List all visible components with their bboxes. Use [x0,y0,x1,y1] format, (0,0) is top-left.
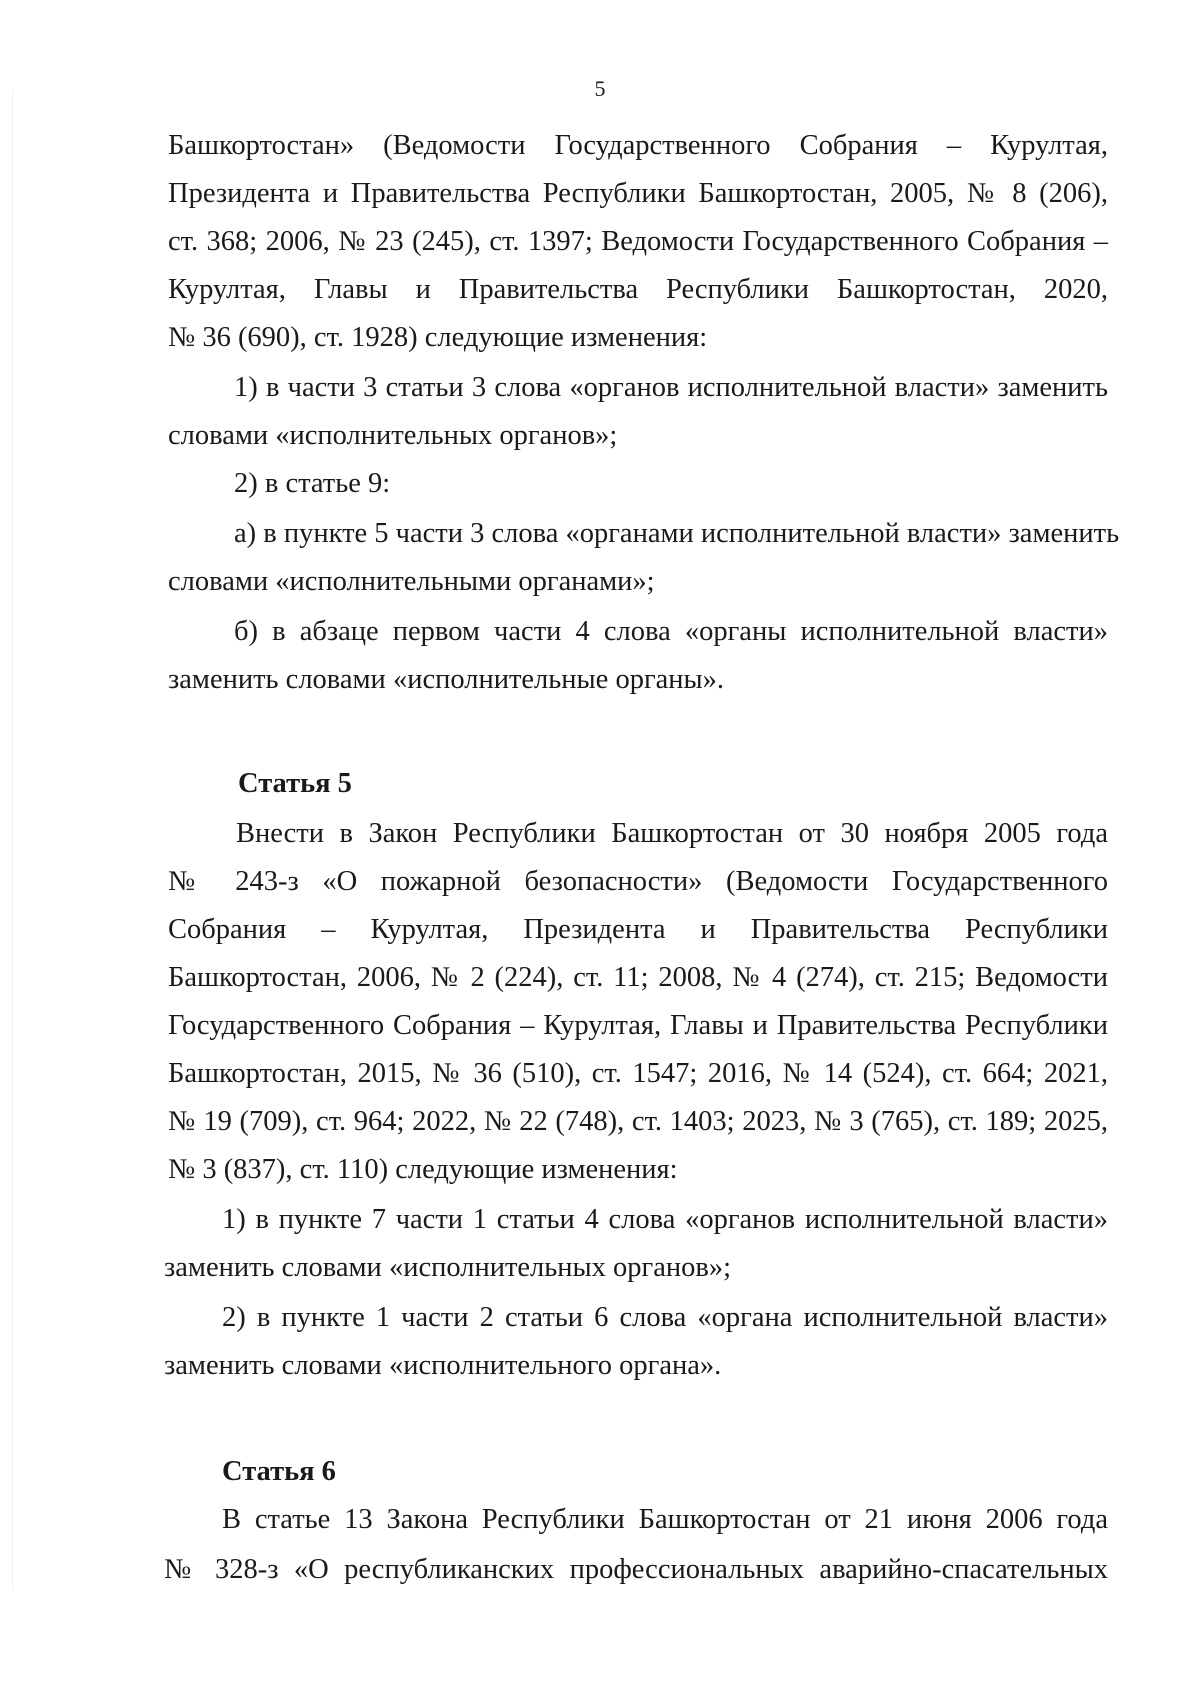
text-line: 2) в пункте 1 части 2 статьи 6 слова «органа исполнительной власти» [222,1302,1108,1333]
text-line: Президента и Правительства Республики Башкортостан, 2005, № 8 (206), [168,178,1108,209]
text-line: Государственного Собрания – Курултая, Главы и Правительства Республики [168,1010,1108,1041]
text-line: заменить словами «исполнительного органа». [164,1350,722,1381]
text-line: заменить словами «исполнительные органы». [168,664,725,695]
page-number: 5 [594,76,606,101]
text-line: 1) в пункте 7 части 1 статьи 4 слова «органов исполнительной власти» [222,1204,1108,1235]
text-line: № 36 (690), ст. 1928) следующие изменения: [168,322,708,353]
text-line: заменить словами «исполнительных органов»; [164,1252,732,1283]
text-line: В статье 13 Закона Республики Башкортостан от 21 июня 2006 года [222,1504,1108,1535]
text-line: словами «исполнительными органами»; [168,566,655,597]
text-line: № 243-з «О пожарной безопасности» (Ведомости Государственного [168,866,1108,897]
text-line: словами «исполнительных органов»; [168,420,618,451]
text-line: Башкортостан, 2015, № 36 (510), ст. 1547; 2016, № 14 (524), ст. 664; 2021, [168,1058,1108,1089]
text-line: № 19 (709), ст. 964; 2022, № 22 (748), ст. 1403; 2023, № 3 (765), ст. 189; 2025, [168,1106,1108,1137]
text-line: Внести в Закон Республики Башкортостан от 30 ноября 2005 года [236,818,1108,849]
text-line: 2) в статье 9: [234,468,391,499]
text-line: № 3 (837), ст. 110) следующие изменения: [168,1154,678,1185]
text-line: б) в абзаце первом части 4 слова «органы исполнительной власти» [234,616,1108,647]
text-line: ст. 368; 2006, № 23 (245), ст. 1397; Ведомости Государственного Собрания – [168,226,1108,257]
text-line: Башкортостан, 2006, № 2 (224), ст. 11; 2008, № 4 (274), ст. 215; Ведомости [168,962,1108,993]
text-line: 1) в части 3 статьи 3 слова «органов исполнительной власти» заменить [234,372,1108,403]
text-line: Собрания – Курултая, Президента и Правительства Республики [168,914,1108,945]
article-6-heading: Статья 6 [222,1456,336,1487]
scan-edge-shadow [12,90,13,1590]
article-5-heading: Статья 5 [238,768,352,799]
text-line: № 328-з «О республиканских профессиональных аварийно-спасательных [164,1554,1108,1585]
text-line: а) в пункте 5 части 3 слова «органами исполнительной власти» заменить [234,518,1120,549]
text-line: Башкортостан» (Ведомости Государственного Собрания – Курултая, [168,130,1108,161]
text-line: Курултая, Главы и Правительства Республики Башкортостан, 2020, [168,274,1108,305]
